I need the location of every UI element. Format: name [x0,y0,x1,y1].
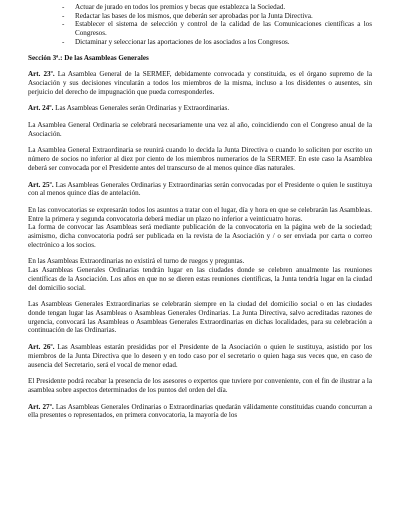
list-item-text: Establecer el sistema de selección y control de la calidad de las Comunicaciones científicas a los Congresos. [75,20,372,38]
article-text: La Asamblea General de la SERMEF, debidamente convocada y constituida, es el órgano supremo de la Asociación y sus decisiones vincularán a todos los miembros de la misma, incluso a los disidentes o ausentes, sin perjuicio del derecho de impugnación que pueda corresponderles. [28,70,373,96]
article-25 [28,181,372,198]
paragraph: La Asamblea General Ordinaria se celebrará necesariamente una vez al año, coincidiendo con el Congreso anual de la Asociación. [28,121,372,138]
paragraph: Las Asambleas Generales Ordinarias tendrán lugar en las ciudades donde se celebren anualmente las reuniones científicas de la Asociación. Los años en que no se dieren estas reuniones científicas, la Junta tendría lugar en la ciudad del domicilio social. [28,266,372,292]
paragraph: La Asamblea General Extraordinaria se reunirá cuando lo decida la Junta Directiva o cuando lo soliciten por escrito un número de socios no inferior al diez por ciento de los miembros numerarios de la SERMEF. En este caso la Asamblea deberá ser convocada por el Presidente antes del transcurso de al menos quince días naturales. [28,146,372,172]
paragraph: La forma de convocar las Asambleas será mediante publicación de la convocatoria en la página web de la sociedad; asimismo, dicha convocatoria podrá ser publicada en la revista de la Asociación y / o ser enviada por carta o correo electrónico a los socios. [28,223,372,249]
list-item [62,11,372,21]
paragraph: En las convocatorias se expresarán todos los asuntos a tratar con el lugar, día y hora en que se celebrarán las Asambleas. Entre la primera y segunda convocatoria deberá mediar un plazo no inferior a veinticuatro horas. [28,205,372,223]
article-label: Art. 23º. [28,70,55,79]
section-heading: Sección 3ª.: De las Asambleas Generales [28,53,149,62]
list-item [62,20,372,38]
paragraph: Las Asambleas Generales Extraordinarias se celebrarán siempre en la ciudad del domicilio social o en las ciudades donde tengan lugar las Asambleas o Asambleas Generales Ordinarias. La Junta Directiva, salvo acreditadas razones de urgencia, convocará las Asambleas o Asambleas Generales Extraordinarias en dichas localidades, para su celebración a continuación de las Ordinarias. [28,300,372,335]
article-label: Art. 25º. [28,180,54,189]
article-text: Las Asambleas Generales serán Ordinarias y Extraordinarias. [53,104,230,113]
list-item-text: Redactar las bases de los mismos, que deberán ser aprobadas por la Junta Directiva. [75,11,313,20]
bullet-marker: - [62,3,65,11]
bullet-marker: - [62,20,65,29]
list-item [62,3,372,12]
article-26 [28,343,372,369]
paragraph: El Presidente podrá recabar la presencia de los asesores o expertos que tuviere por conveniente, con el fin de ilustrar a la asamblea sobre aspectos determinados de los puntos del orden del día. [28,377,372,394]
article-27 [28,403,372,420]
paragraph: En las Asambleas Extraordinarias no existirá el turno de ruegos y preguntas. [28,257,245,266]
article-text: Las Asambleas estarán presididas por el Presidente de la Asociación o quien le sustituya, asistido por los miembros de la Junta Directiva que lo deseen y en todo caso por el secretario o quien haga sus veces que, en caso de ausencia del Secretario, será el vocal de menor edad. [28,343,372,369]
bullet-marker: - [62,37,65,46]
article-label: Art. 24º. [28,104,54,113]
article-24 [28,104,372,113]
list-item [62,37,372,47]
list-item-text: Dictaminar y seleccionar las aportaciones de los asociados a los Congresos. [75,37,290,46]
bullet-marker: - [62,11,65,20]
list-item-text: Actuar de jurado en todos los premios y becas que establezca la Sociedad. [75,3,286,11]
committee-functions-list [28,3,372,47]
article-text: Las Asambleas Generales Ordinarias o Extraordinarias quedarán válidamente constituidas cuando concurran a ella presentes o representados, en primera convocatoria, la mayoría de los [28,402,372,420]
article-23 [28,70,372,96]
article-label: Art. 26º. [28,343,55,352]
article-text: Las Asambleas Generales Ordinarias y Extraordinarias serán convocadas por el Presidente o quien le sustituya con al menos quince días de antelación. [28,180,373,198]
article-label: Art. 27º. [28,402,54,411]
